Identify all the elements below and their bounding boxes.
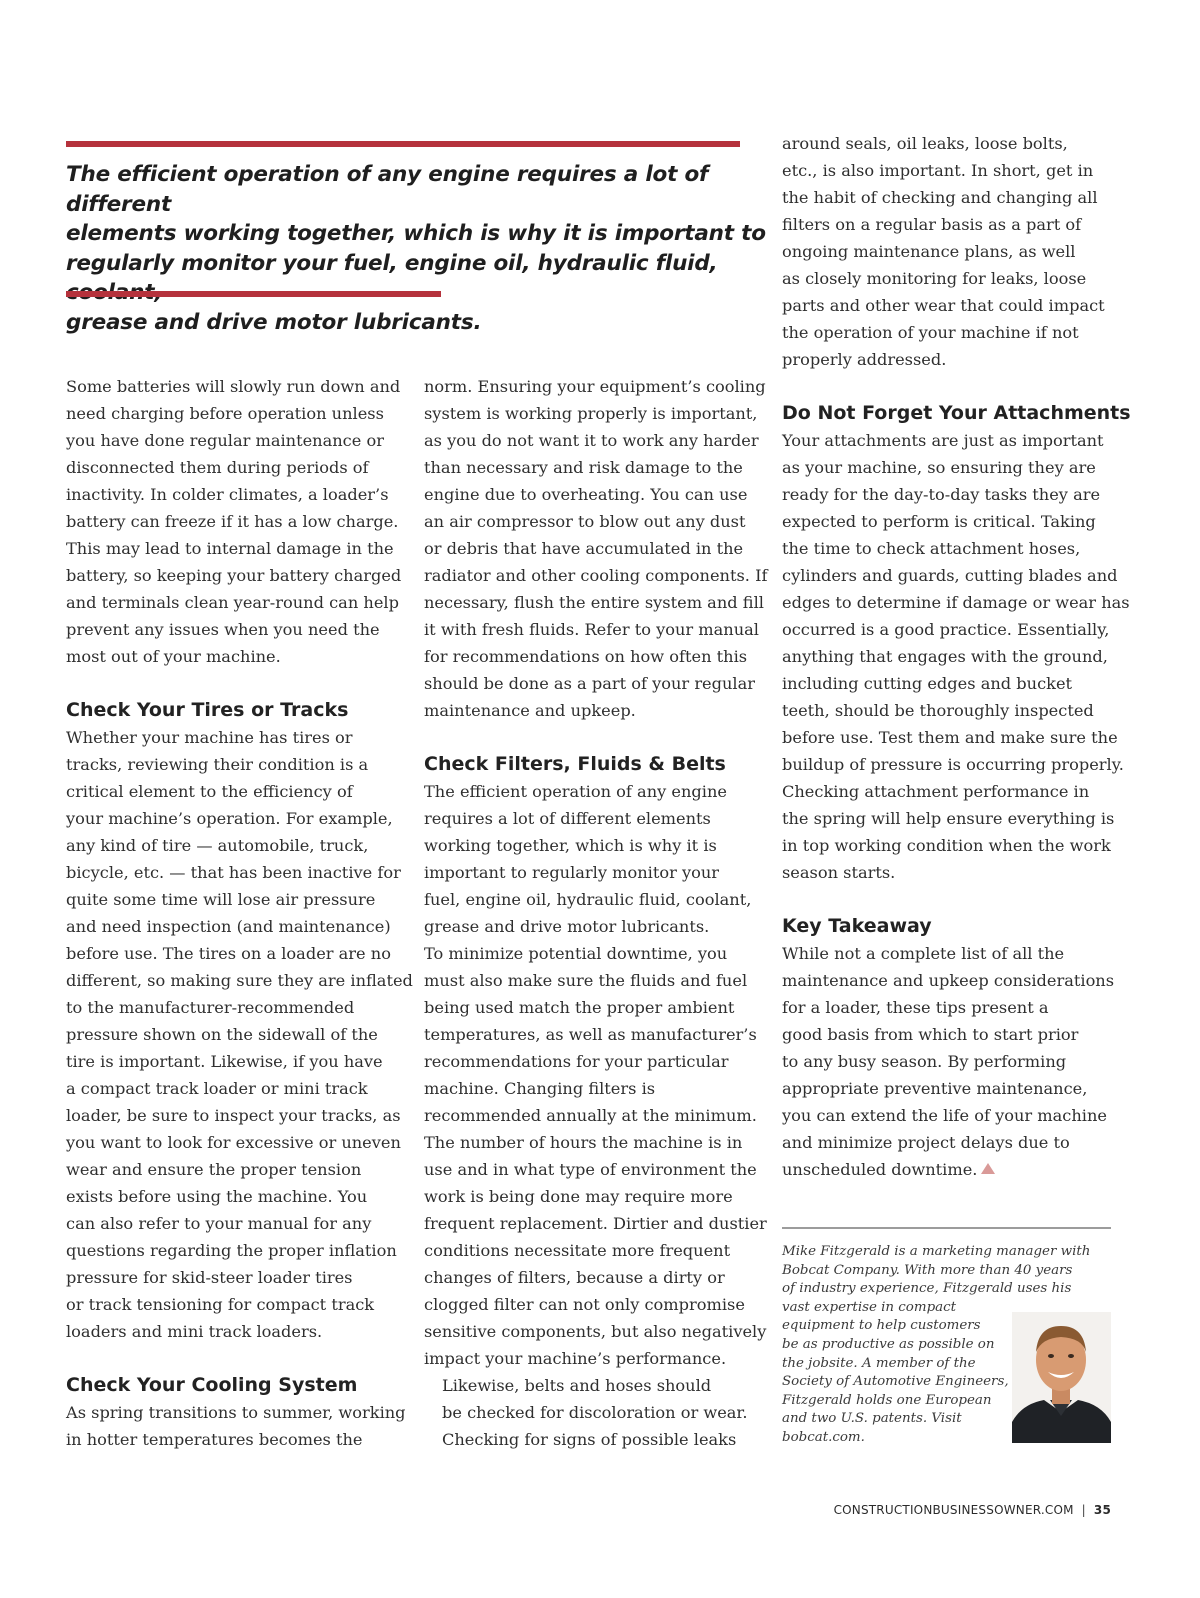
text-line: ready for the day-to-day tasks they are	[782, 485, 1101, 504]
text-line: radiator and other cooling components. If	[424, 566, 768, 585]
text-line: different, so making sure they are inflated	[66, 971, 413, 990]
text-line: fuel, engine oil, hydraulic fluid, coolant,	[424, 890, 752, 909]
text-line: as your machine, so ensuring they are	[782, 458, 1096, 477]
text-line: recommended annually at the minimum.	[424, 1106, 757, 1125]
text-line: of industry experience, Fitzgerald uses his	[782, 1281, 1072, 1297]
text-line: frequent replacement. Dirtier and dustier	[424, 1214, 767, 1233]
column-3	[782, 130, 1131, 1183]
text-line: The efficient operation of any engine	[424, 782, 727, 801]
text-line: maintenance and upkeep considerations	[782, 971, 1115, 990]
text-line: the spring will help ensure everything is	[782, 809, 1115, 828]
footer-separator: |	[1081, 1503, 1086, 1517]
text-line: wear and ensure the proper tension	[66, 1160, 362, 1179]
text-line: critical element to the efficiency of	[66, 782, 353, 801]
text-line: pressure shown on the sidewall of the	[66, 1025, 378, 1044]
text-line: an air compressor to blow out any dust	[424, 512, 746, 531]
text-line: expected to perform is critical. Taking	[782, 512, 1096, 531]
text-line: for recommendations on how often this	[424, 647, 748, 666]
author-headshot	[1012, 1312, 1111, 1443]
text-line: should be done as a part of your regular	[424, 674, 755, 693]
pull-quote	[66, 160, 766, 337]
text-line: or track tensioning for compact track	[66, 1295, 375, 1314]
text-line: elements working together, which is why it is important to	[66, 221, 766, 246]
text-line: the habit of checking and changing all	[782, 188, 1098, 207]
text-line: norm. Ensuring your equipment’s cooling	[424, 377, 766, 396]
tires-paragraph	[66, 724, 413, 1345]
text-line: changes of filters, because a dirty or	[424, 1268, 725, 1287]
cooling-paragraph	[66, 1399, 406, 1453]
text-line: disconnected them during periods of	[66, 458, 369, 477]
text-line: cylinders and guards, cutting blades and	[782, 566, 1118, 585]
text-line: machine. Changing filters is	[424, 1079, 656, 1098]
text-line: edges to determine if damage or wear has	[782, 593, 1130, 612]
text-line: be as productive as possible on	[782, 1336, 995, 1352]
text-line: Checking attachment performance in	[782, 782, 1090, 801]
text-line: and minimize project delays due to	[782, 1133, 1070, 1152]
text-line: for a loader, these tips present a	[782, 998, 1049, 1017]
intro-paragraph	[66, 373, 406, 670]
text-line: Mike Fitzgerald is a marketing manager with	[782, 1244, 1091, 1259]
text-line: Fitzgerald holds one European	[782, 1392, 992, 1408]
text-line: tire is important. Likewise, if you have	[66, 1052, 383, 1071]
text-line: battery, so keeping your battery charged	[66, 566, 402, 585]
text-line: good basis from which to start prior	[782, 1025, 1079, 1044]
text-line: important to regularly monitor your	[424, 863, 720, 882]
text-line: equipment to help customers	[782, 1318, 981, 1334]
heading-cooling-system: Check Your Cooling System	[66, 1374, 358, 1396]
filters-paragraph	[424, 778, 767, 1372]
text-line: you have done regular maintenance or	[66, 431, 384, 450]
text-line: need charging before operation unless	[66, 404, 384, 423]
text-line: grease and drive motor lubricants.	[424, 917, 710, 936]
text-line: to the manufacturer-recommended	[66, 998, 355, 1017]
text-line: can also refer to your manual for any	[66, 1214, 372, 1233]
text-line: conditions necessitate more frequent	[424, 1241, 731, 1260]
text-line: loader, be sure to inspect your tracks, as	[66, 1106, 401, 1125]
text-line: filters on a regular basis as a part of	[782, 215, 1082, 234]
text-line: system is working properly is important,	[424, 404, 758, 423]
text-line: recommendations for your particular	[424, 1052, 729, 1071]
text-line: anything that engages with the ground,	[782, 647, 1108, 666]
text-line: While not a complete list of all the	[782, 944, 1065, 963]
heading-attachments: Do Not Forget Your Attachments	[782, 402, 1131, 424]
text-line: be checked for discoloration or wear.	[442, 1403, 748, 1422]
text-line: appropriate preventive maintenance,	[782, 1079, 1088, 1098]
pullquote-top-rule	[66, 141, 740, 147]
text-line: a compact track loader or mini track	[66, 1079, 368, 1098]
text-line: quite some time will lose air pressure	[66, 890, 376, 909]
text-line: than necessary and risk damage to the	[424, 458, 743, 477]
text-line: parts and other wear that could impact	[782, 296, 1105, 315]
text-line: you can extend the life of your machine	[782, 1106, 1107, 1125]
text-line: and terminals clean year-round can help	[66, 593, 399, 612]
text-line: the time to check attachment hoses,	[782, 539, 1081, 558]
text-line: necessary, flush the entire system and fill	[424, 593, 764, 612]
text-line: pressure for skid-steer loader tires	[66, 1268, 353, 1287]
text-line: grease and drive motor lubricants.	[66, 309, 482, 335]
text-line: vast expertise in compact	[782, 1299, 957, 1315]
text-line: unscheduled downtime.	[782, 1156, 1122, 1183]
text-line: Some batteries will slowly run down and	[66, 377, 401, 396]
text-line: the operation of your machine if not	[782, 323, 1079, 342]
text-line: work is being done may require more	[424, 1187, 733, 1206]
text-line: ongoing maintenance plans, as well	[782, 242, 1076, 261]
text-line: most out of your machine.	[66, 647, 281, 666]
text-line: and two U.S. patents. Visit	[782, 1411, 962, 1427]
text-line: season starts.	[782, 863, 896, 882]
text-line: inactivity. In colder climates, a loader’s	[66, 485, 389, 504]
text-line: including cutting edges and bucket	[782, 674, 1073, 693]
text-line: bobcat.com.	[782, 1429, 865, 1445]
text-line: occurred is a good practice. Essentially,	[782, 620, 1110, 639]
heading-key-takeaway: Key Takeaway	[782, 915, 932, 937]
column-2	[424, 373, 768, 1453]
text-line: regularly monitor your fuel, engine oil, hydraulic fluid,	[66, 250, 718, 276]
text-line: buildup of pressure is occurring properly.	[782, 755, 1124, 774]
text-line: requires a lot of different elements	[424, 809, 711, 828]
heading-tires-tracks: Check Your Tires or Tracks	[66, 699, 349, 721]
text-line: This may lead to internal damage in the	[66, 539, 394, 558]
text-line: To minimize potential downtime, you	[424, 944, 728, 963]
attachments-paragraph	[782, 427, 1130, 886]
text-line: before use. Test them and make sure the	[782, 728, 1118, 747]
text-line: etc., is also important. In short, get in	[782, 161, 1094, 180]
text-line: battery can freeze if it has a low charge.	[66, 512, 399, 531]
filters-paragraph-continued	[782, 130, 1122, 373]
heading-filters-fluids-belts: Check Filters, Fluids & Belts	[424, 753, 726, 775]
text-line: any kind of tire — automobile, truck,	[66, 836, 369, 855]
text-line: loaders and mini track loaders.	[66, 1322, 323, 1341]
page-number: 35	[1093, 1503, 1111, 1517]
text-line: the jobsite. A member of the	[782, 1355, 976, 1371]
text-line: The number of hours the machine is in	[424, 1133, 743, 1152]
text-line: clogged filter can not only compromise	[424, 1295, 745, 1314]
pullquote-bottom-rule	[66, 291, 441, 297]
text-line: teeth, should be thoroughly inspected	[782, 701, 1094, 720]
text-line: or debris that have accumulated in the	[424, 539, 744, 558]
text-line: exists before using the machine. You	[66, 1187, 368, 1206]
text-line: maintenance and upkeep.	[424, 701, 636, 720]
text-line: Your attachments are just as important	[782, 431, 1104, 450]
text-line: impact your machine’s performance.	[424, 1349, 727, 1368]
text-line: Society of Automotive Engineers,	[782, 1374, 1009, 1390]
text-line: before use. The tires on a loader are no	[66, 944, 391, 963]
text-line: it with fresh fluids. Refer to your manual	[424, 620, 759, 639]
text-line: in top working condition when the work	[782, 836, 1111, 855]
text-line: around seals, oil leaks, loose bolts,	[782, 134, 1068, 153]
text-line: you want to look for excessive or uneven	[66, 1133, 401, 1152]
bio-divider	[782, 1227, 1111, 1229]
text-line: temperatures, as well as manufacturer’s	[424, 1025, 757, 1044]
text-line: questions regarding the proper inflation	[66, 1241, 397, 1260]
text-line: Likewise, belts and hoses should	[442, 1376, 712, 1395]
belts-paragraph	[424, 1372, 764, 1453]
text-line: Whether your machine has tires or	[66, 728, 353, 747]
text-line: being used match the proper ambient	[424, 998, 735, 1017]
text-line: as you do not want it to work any harder	[424, 431, 759, 450]
text-line: Bobcat Company. With more than 40 years	[782, 1262, 1073, 1278]
text-line: use and in what type of environment the	[424, 1160, 757, 1179]
takeaway-paragraph	[782, 940, 1122, 1183]
text-line: The efficient operation of any engine requires a lot of different	[66, 162, 709, 217]
text-line: as closely monitoring for leaks, loose	[782, 269, 1087, 288]
text-line: sensitive components, but also negatively	[424, 1322, 767, 1341]
text-line: your machine’s operation. For example,	[66, 809, 393, 828]
cooling-paragraph-continued	[424, 373, 768, 724]
text-line: engine due to overheating. You can use	[424, 485, 748, 504]
footer-site: CONSTRUCTIONBUSINESSOWNER.COM	[833, 1503, 1074, 1517]
text-line: in hotter temperatures becomes the	[66, 1430, 363, 1449]
text-line: to any busy season. By performing	[782, 1052, 1067, 1071]
text-line: tracks, reviewing their condition is a	[66, 755, 369, 774]
text-line: properly addressed.	[782, 350, 947, 369]
text-line: must also make sure the fluids and fuel	[424, 971, 748, 990]
text-line: bicycle, etc. — that has been inactive for	[66, 863, 401, 882]
text-line: working together, which is why it is	[424, 836, 717, 855]
text-line: and need inspection (and maintenance)	[66, 917, 391, 936]
text-line: Checking for signs of possible leaks	[442, 1430, 737, 1449]
page-footer	[834, 1503, 1111, 1517]
text-line: As spring transitions to summer, working	[66, 1403, 406, 1422]
end-mark-triangle-icon	[981, 1163, 995, 1174]
column-1	[66, 373, 413, 1453]
text-line: prevent any issues when you need the	[66, 620, 380, 639]
